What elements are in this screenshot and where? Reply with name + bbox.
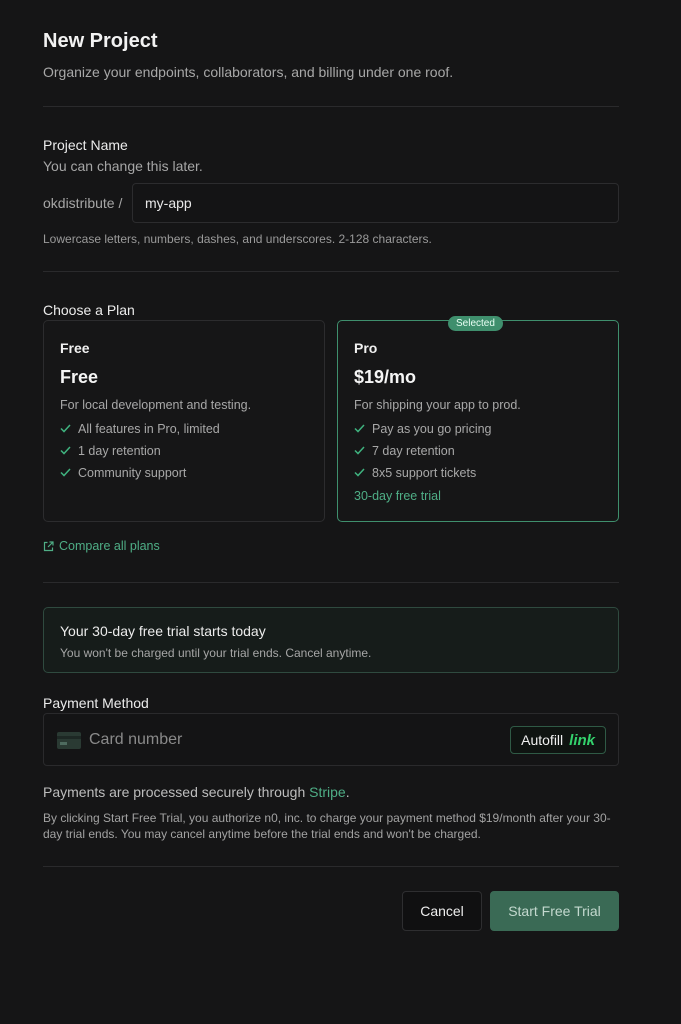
plan-feature <box>354 444 455 458</box>
plan-description: For local development and testing. <box>60 398 252 412</box>
plan-feature-label: All features in Pro, limited <box>78 422 220 436</box>
check-icon <box>60 422 72 436</box>
secure-payment-suffix: . <box>345 784 350 800</box>
secure-payment-text: Payments are processed securely through <box>43 784 306 800</box>
project-name-hint: Lowercase letters, numbers, dashes, and underscores. 2-128 characters. <box>43 232 432 246</box>
plan-card-free[interactable] <box>43 320 325 522</box>
choose-plan-label: Choose a Plan <box>43 302 135 318</box>
plan-feature <box>354 466 476 480</box>
plan-feature-label: Community support <box>78 466 187 480</box>
autofill-link-button[interactable] <box>510 726 606 754</box>
plan-feature-label: 8x5 support tickets <box>372 466 477 480</box>
compare-plans-link[interactable] <box>43 539 160 553</box>
page-subtitle: Organize your endpoints, collaborators, and billing under one roof. <box>43 64 454 80</box>
plan-price: Free <box>60 367 99 387</box>
external-link-icon <box>43 541 54 552</box>
plan-feature <box>60 466 186 480</box>
check-icon <box>354 444 366 458</box>
check-icon <box>354 422 366 436</box>
project-name-prefix: okdistribute / <box>43 195 123 211</box>
check-icon <box>60 466 72 480</box>
divider <box>43 582 619 583</box>
divider <box>43 866 619 867</box>
project-name-input[interactable] <box>132 183 619 223</box>
plan-card-pro[interactable] <box>337 320 619 522</box>
divider <box>43 271 619 272</box>
compare-plans-label: Compare all plans <box>59 539 160 553</box>
card-number-placeholder: Card number <box>89 731 183 748</box>
plan-name: Free <box>60 340 90 356</box>
plan-feature-label: 7 day retention <box>372 444 455 458</box>
trial-notice-subtitle: You won't be charged until your trial ends. Cancel anytime. <box>60 646 372 660</box>
project-name-helper: You can change this later. <box>43 158 203 174</box>
free-trial-label: 30-day free trial <box>354 489 441 503</box>
project-name-label: Project Name <box>43 137 128 153</box>
credit-card-icon <box>57 732 81 749</box>
trial-notice-title: Your 30-day free trial starts today <box>60 623 266 639</box>
page-title: New Project <box>43 30 158 52</box>
plan-feature <box>354 422 492 436</box>
check-icon <box>60 444 72 458</box>
start-free-trial-button[interactable]: Start Free Trial <box>490 891 619 931</box>
payment-method-label: Payment Method <box>43 695 149 711</box>
card-number-field[interactable] <box>43 713 619 766</box>
cancel-button[interactable]: Cancel <box>402 891 482 931</box>
plan-price: $19/mo <box>354 367 417 387</box>
plan-feature-label: 1 day retention <box>78 444 161 458</box>
legal-disclaimer: By clicking Start Free Trial, you authorize n0, inc. to charge your payment method $19/month after your 30-day trial ends. You may cancel anytime before the trial ends and won't be charged. <box>43 811 611 841</box>
link-logo: link <box>569 731 595 749</box>
plan-description: For shipping your app to prod. <box>354 398 521 412</box>
divider <box>43 106 619 107</box>
selected-badge: Selected <box>448 316 503 331</box>
plan-name: Pro <box>354 340 378 356</box>
check-icon <box>354 466 366 480</box>
autofill-label: Autofill <box>521 732 564 748</box>
plan-feature <box>60 422 220 436</box>
trial-notice <box>43 607 619 673</box>
stripe-link[interactable]: Stripe <box>309 784 346 800</box>
plan-feature-label: Pay as you go pricing <box>372 422 492 436</box>
secure-payment-note <box>43 784 350 800</box>
plan-feature <box>60 444 161 458</box>
